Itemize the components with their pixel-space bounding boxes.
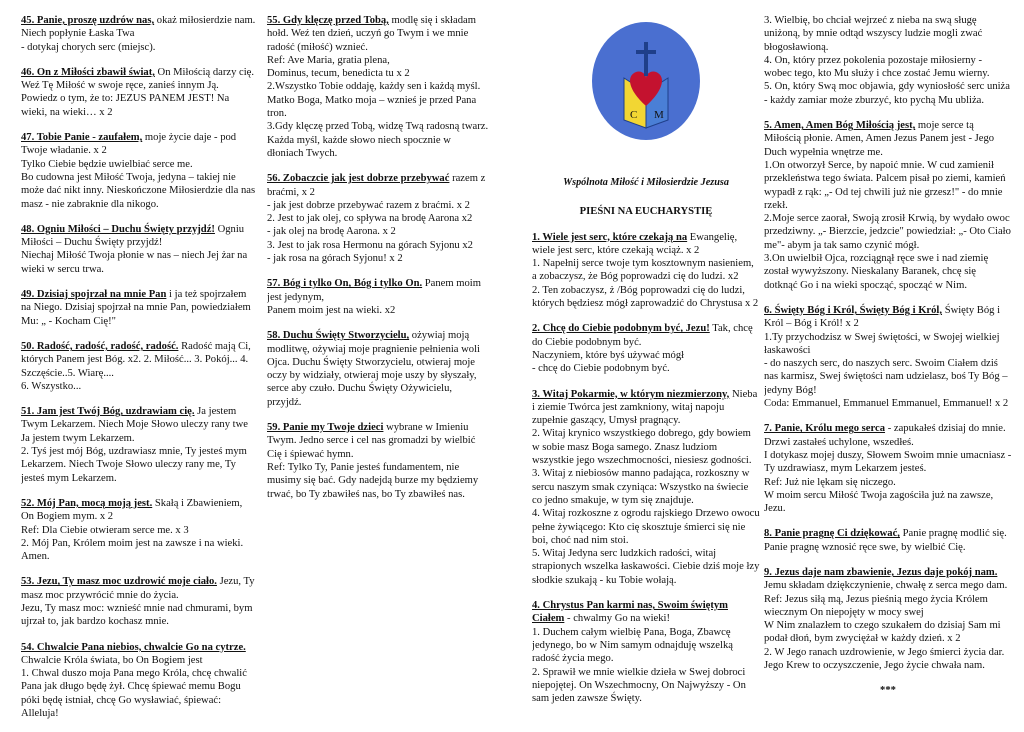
song-title: 6. Święty Bóg i Król, Święty Bóg i Król, (764, 304, 943, 316)
song-line: 3.On uwielbił Ojca, rozciągnął ręce swe i nad ziemię został wywyższony. Nieskalany Baranek, chcę się dotknąć Go i na wieki spocząć, spocząć w Nim. (764, 253, 989, 291)
song-line: 4. On, który przez pokolenia pozostaje miłosierny - wobec tego, kto Mu służy i chce zostać Jemu wierny. (764, 54, 990, 80)
song-line: modlę się i składam hołd. Weź ten dzień, uczyń go Twym i we mnie radość (miłość) wznieć. (267, 15, 476, 53)
song-line: - chcę do Ciebie podobnym być. (532, 363, 670, 375)
song-line: Nieba i ziemie Twórca jest zamkniony, witaj napoju zupełnie gaszący, Umysł pragnący. (532, 388, 758, 427)
song-title: 46. On z Miłości zbawił świat, (21, 66, 155, 78)
song-line: Bo cudowna jest Miłość Twoja, jedyna – takiej nie może dać nikt inny. Nieskończone Miłosierdzie dla nas masz - nie zabraknie dla nikogo. (21, 171, 256, 210)
song-title: 59. Panie my Twoje dzieci (267, 422, 384, 434)
emblem-letter-m: M (654, 109, 664, 121)
song-line: 2.Wszystko Tobie oddaję, każdy sen i każdą myśl. Matko Boga, Matko moja – wznieś je przed Pana tron. (267, 81, 481, 120)
song-line: 3. Jest to jak rosa Hermonu na górach Syjonu x2 (267, 239, 473, 251)
community-name: Wspólnota Miłość i Miłosierdzie Jezusa (563, 177, 729, 188)
column-4 (764, 14, 1012, 698)
song-block (21, 14, 257, 54)
column-2 (267, 14, 489, 513)
song-line: - chwalmy Go na wieki! (567, 613, 670, 625)
song-line: moje życie daje - pod Twoje władanie. x 2 (21, 132, 237, 157)
song-line: - dotykaj chorych serc (miejsc). (21, 41, 156, 53)
song-line: Święty Bóg i Król – Bóg i Król! x 2 (764, 304, 1001, 330)
song-line: - zapukałeś dzisiaj do mnie. Drzwi zastałeś uchylone, wszedłeś. (764, 423, 1006, 448)
song-block (532, 599, 760, 705)
song-block (21, 405, 257, 485)
song-line: I dotykasz mojej duszy, Słowem Swoim mnie umacniasz - Ty uzdrawiasz, mym Lekarzem jesteś. (764, 449, 1012, 475)
song-line: Coda: Emmanuel, Emmanuel Emmanuel, Emmanuel! x 2 (764, 398, 1009, 410)
song-line: 2. W Jego ranach uzdrowienie, w Jego śmierci życia dar. Jego Krew to oczyszczenie, Jego życie chwała nam. (764, 646, 1005, 672)
song-line: i ja też spojrzałem na Niego. Dzisiaj spojrzał na mnie Pan, powiedziałem Mu: „ - Kocham Cię!" (21, 289, 251, 327)
song-line: Tak, chcę do Ciebie podobnym być. (532, 323, 753, 348)
song-line: 5. On, który Swą moc objawia, gdy wyniosłość serc uniża - każdy zamiar może zburzyć, kto pychą Mu ubliża. (764, 81, 1010, 106)
emblem-cross-horizontal (636, 50, 656, 54)
song-line: 1.On otworzył Serce, by napoić mnie. W cud zamienił przekleństwa tego świata. Palcem pisał po ziemi, kamień wypadł z rąk: „- Od tej chwili już nie grzesz!" - do mnie rzekł. (764, 159, 1006, 211)
song-title: 56. Zobaczcie jak jest dobrze przebywać (267, 173, 450, 185)
song-line: 2. Jest to jak olej, co spływa na brodę Aarona x2 (267, 213, 473, 225)
song-line: Ogniu Miłości – Duchu Święty przyjdź! (21, 223, 245, 249)
song-title: 52. Mój Pan, mocą moją jest. (21, 497, 153, 509)
song-title: 9. Jezus daje nam zbawienie, Jezus daje pokój nam. (764, 566, 998, 578)
song-block (267, 421, 489, 501)
song-line: On Miłością darzy cię. Weź Tę Miłość w swoje ręce, zanieś innym Ją. Powiedz o tym, że to: JEZUS PANEM JEST! Na wieki, na wieki… x 2 (21, 66, 255, 118)
community-emblem (590, 20, 702, 142)
song-block (532, 388, 760, 587)
song-line: razem z braćmi, x 2 (267, 173, 486, 198)
emblem-letter-c: C (630, 109, 638, 121)
column-3 (532, 14, 760, 717)
song-line: 3. Witaj z niebiosów manno padająca, rozkoszny w sercu naszym smak czyniąca: Wszystko na świecie co jedno smakuje, w tym się znajduje. (532, 468, 750, 506)
emblem-cross-vertical (644, 42, 648, 76)
song-line: Jezu, Ty masz moc: wznieść mnie nad chmurami, bym ujrzał to, jak bardzo kochasz mnie. (21, 602, 253, 628)
song-block (267, 277, 489, 317)
song-line: Jezu, Ty masz moc przywrócić mnie do życia. (21, 576, 255, 601)
song-line: 1.Ty przychodzisz w Swej świętości, w Swojej wielkiej łaskawości (764, 331, 1000, 356)
song-title: 51. Jam jest Twój Bóg, uzdrawiam cię. (21, 406, 195, 418)
song-block (21, 641, 257, 721)
song-line: 2. Mój Pan, Królem moim jest na zawsze i na wieki. Amen. (21, 537, 244, 563)
end-stars: *** (880, 685, 896, 697)
song-block (21, 131, 257, 211)
song-title: 5. Amen, Amen Bóg Miłością jest, (764, 120, 916, 132)
song-line: Ja jestem Twym Lekarzem. Niech Moje Słowo uleczy rany twe Ja jestem twym Lekarzem. (21, 406, 248, 444)
song-line: - jak jest dobrze przebywać razem z braćmi. x 2 (267, 199, 470, 211)
song-line: Ref: Jezus siłą mą, Jezus pieśnią mego życia Królem wiecznym On niepojęty w mocy swej (764, 593, 988, 618)
song-block (267, 329, 489, 409)
song-title: 48. Ogniu Miłości – Duchu Święty przyjdź! (21, 223, 215, 235)
song-line: W Nim znalazłem to czego szukałem do dzisiaj Sam mi podał dłoń, bym zwyciężał w każdy dzień. x 2 (764, 620, 1001, 645)
song-line: 2. Tyś jest mój Bóg, uzdrawiasz mnie, Ty jesteś mym Lekarzem. Niech Twoje Słowo uleczy rany me, Ty jesteś mym Lekarzem. (21, 446, 247, 484)
song-block (21, 223, 257, 276)
song-line: 3. Wielbię, bo chciał wejrzeć z nieba na swą sługę uniżoną, by mnie odtąd wszyscy ludzie mogli zwać błogosławioną. (764, 15, 983, 53)
song-title: 8. Panie pragnę Ci dziękować, (764, 528, 900, 540)
song-title: 7. Panie, Królu mego serca (764, 423, 886, 435)
song-line: Ref: Ave Maria, gratia plena, (267, 54, 390, 66)
song-block (267, 14, 489, 160)
song-line: W moim sercu Miłość Twoja zagościła już na zawsze, Jezu. (764, 489, 994, 515)
song-title: 4. Chrystus Pan karmi nas, Swoim świętym Ciałem (532, 600, 728, 625)
song-title: 57. Bóg i tylko On, Bóg i tylko On. (267, 278, 423, 290)
song-block (21, 288, 257, 328)
song-title: 1. Wiele jest serc, które czekają na (532, 231, 688, 243)
song-line: wybrane w Imieniu Twym. Jedno serce i cel nas gromadzi by wielbić Cię i śpiewać hymn. (267, 422, 476, 460)
song-line: 3.Gdy klęczę przed Tobą, widzę Twą radosną twarz. Każda myśl, każde słowo niech spocznie w dłoniach Twych. (267, 121, 489, 159)
song-line: 1. Duchem całym wielbię Pana, Boga, Zbawcę jedynego, bo w Nim samym odnajduję wszelką radość życia mego. (532, 626, 733, 665)
song-line: 2.Moje serce zaorał, Swoją zrosił Krwią, by wydało owoc przedziwny. „- Bierzcie, jedzcie" powiedział: „- Oto Ciało me"- abym ja tak samo czynić mógł. (764, 213, 1011, 251)
song-title: 45. Panie, proszę uzdrów nas, (21, 15, 155, 26)
song-line: 6. Wszystko... (21, 380, 82, 392)
song-line: Naczyniem, które byś używać mógł (532, 349, 685, 361)
column-3-songs (532, 231, 760, 706)
song-line: 2. Ten zobaczysz, ż /Bóg poprowadzi cię do ludzi, których będziesz mógł zaprowadzić do Chrystusa x 2 (532, 284, 759, 310)
song-block (21, 66, 257, 119)
song-line: Ref: Już nie lękam się niczego. (764, 476, 896, 488)
song-block (764, 527, 1012, 554)
song-title: 47. Tobie Panie - zaufałem, (21, 132, 143, 144)
song-line: Panem moim jest na wieki. x2 (267, 304, 396, 316)
song-block (764, 422, 1012, 515)
song-block (267, 172, 489, 265)
song-block (532, 231, 760, 311)
song-block (764, 119, 1012, 292)
song-block (532, 322, 760, 375)
song-line: moje serce tą Miłością płonie. Amen, Amen Jezus Panem jest - Jego Duch wypełnia wnętrze me. (764, 120, 995, 158)
song-block (21, 575, 257, 628)
song-line: Radość mają Ci, których Panem jest Bóg. x2. 2. Miłość... 3. Pokój... 4. Szczęście..5. Wiarę.... (21, 340, 251, 379)
song-title: 54. Chwalcie Pana niebios, chwalcie Go na cytrze. (21, 641, 246, 653)
song-title: 2. Chcę do Ciebie podobnym być, Jezu! (532, 323, 710, 335)
song-line: 2. Sprawił we mnie wielkie dzieła w Swej dobroci niepojętej. On Wszechmocny, On Najwyższy - On sam jeden zawsze Święty. (532, 666, 746, 705)
song-line: 2. Witaj krynico wszystkiego dobrego, gdy bowiem w sobie masz Boga samego. Znasz ludziom wszystkie jego wszechmocności, niesiesz godności. (532, 428, 752, 467)
song-title: 49. Dzisiaj spojrzał na mnie Pan (21, 289, 167, 301)
song-line: Ref: Dla Ciebie otwieram serce me. x 3 (21, 524, 189, 536)
song-title: 58. Duchu Święty Stworzycielu, (267, 330, 410, 342)
song-line: okaż miłosierdzie nam. Niech popłynie Łaska Twa (21, 15, 256, 40)
song-line: - do naszych serc, do naszych serc. Swoim Ciałem dziś nas karmisz, Swej świętości nam udzielasz, boś Ty Bóg – jedyny Bóg! (764, 358, 1008, 396)
song-line: - jak rosa na górach Syjonu! x 2 (267, 253, 403, 265)
song-line: Chwalcie Króla świata, bo On Bogiem jest (21, 654, 203, 666)
song-line: Ewangelię, wiele jest serc, które czekają wciąż. x 2 (532, 231, 738, 256)
song-block (764, 304, 1012, 410)
song-line: Jemu składam dziękczynienie, chwałę z serca mego dam. (764, 580, 1008, 592)
song-line: 4. Witaj rozkoszne z ogrodu rajskiego Drzewo owocu pełne żywiącego: Kto cię skosztuje śmierci się nie boi, choć nad nim stoi. (532, 508, 760, 546)
song-line: Skałą i Zbawieniem, On Bogiem mym. x 2 (21, 497, 243, 523)
song-title: 3. Witaj Pokarmie, w którym niezmierzony, (532, 388, 730, 400)
song-title: 55. Gdy klęczę przed Tobą, (267, 15, 389, 26)
column-1 (21, 14, 257, 732)
song-title: 50. Radość, radość, radość, radość. (21, 340, 179, 352)
song-line: Dominus, tecum, benedicta tu x 2 (267, 68, 410, 80)
song-line: 5. Witaj Jedyna serc ludzkich radości, witaj strapionych wszelka łaskawości. Ciebie dziś moje łzy słodkie szukają - ku Tobie wołają. (532, 548, 760, 586)
song-line: Niechaj Miłość Twoja płonie w nas – niech Jej żar na wieki w sercu trwa. (21, 250, 248, 275)
book-title: PIEŚNI NA EUCHARYSTIĘ (579, 206, 713, 218)
song-line: Ref: Tylko Ty, Panie jesteś fundamentem, nie musimy się bać. Gdy nadejdą burze my będziemy trwać, bo Ty zbawiłeś nas, bo Ty zbawiłeś nas. (267, 461, 479, 500)
song-line: 1. Napełnij serce twoje tym kosztownym nasieniem, a zobaczysz, że Bóg poprowadzi cię do ludzi. x2 (532, 258, 754, 283)
column-4-songs (764, 14, 1012, 672)
song-title: 53. Jezu, Ty masz moc uzdrowić moje ciało. (21, 576, 217, 588)
song-line: - jak olej na brodę Aarona. x 2 (267, 226, 396, 238)
song-line: 1. Chwal duszo moja Pana mego Króla, chcę chwalić Pana jak długo będę żył. Chcę śpiewać memu Bogu póki będę istniał, chcę Go wysławiać, śpiewać: Alleluja! (21, 668, 247, 720)
song-block (21, 340, 257, 393)
song-line: ożywiaj moją modlitwę, ożywiaj moje pragnienie pełnienia woli Ojca. Duchu Święty Stworzycielu, otwieraj moje oczy by widziały, otwieraj moje uszy by słyszały, serce aby czuło. Duchu Święty Ożywicielu, przyjdź. (267, 330, 480, 408)
song-block (21, 497, 257, 563)
song-block (764, 566, 1012, 672)
song-line: Panem moim jest jedynym, (267, 278, 481, 303)
song-block (764, 14, 1012, 107)
song-line: Tylko Ciebie będzie uwielbiać serce me. (21, 158, 193, 170)
song-line: Panie pragnę modlić się. Panie pragnę wznosić ręce swe, by wielbić Cię. (764, 528, 1007, 553)
